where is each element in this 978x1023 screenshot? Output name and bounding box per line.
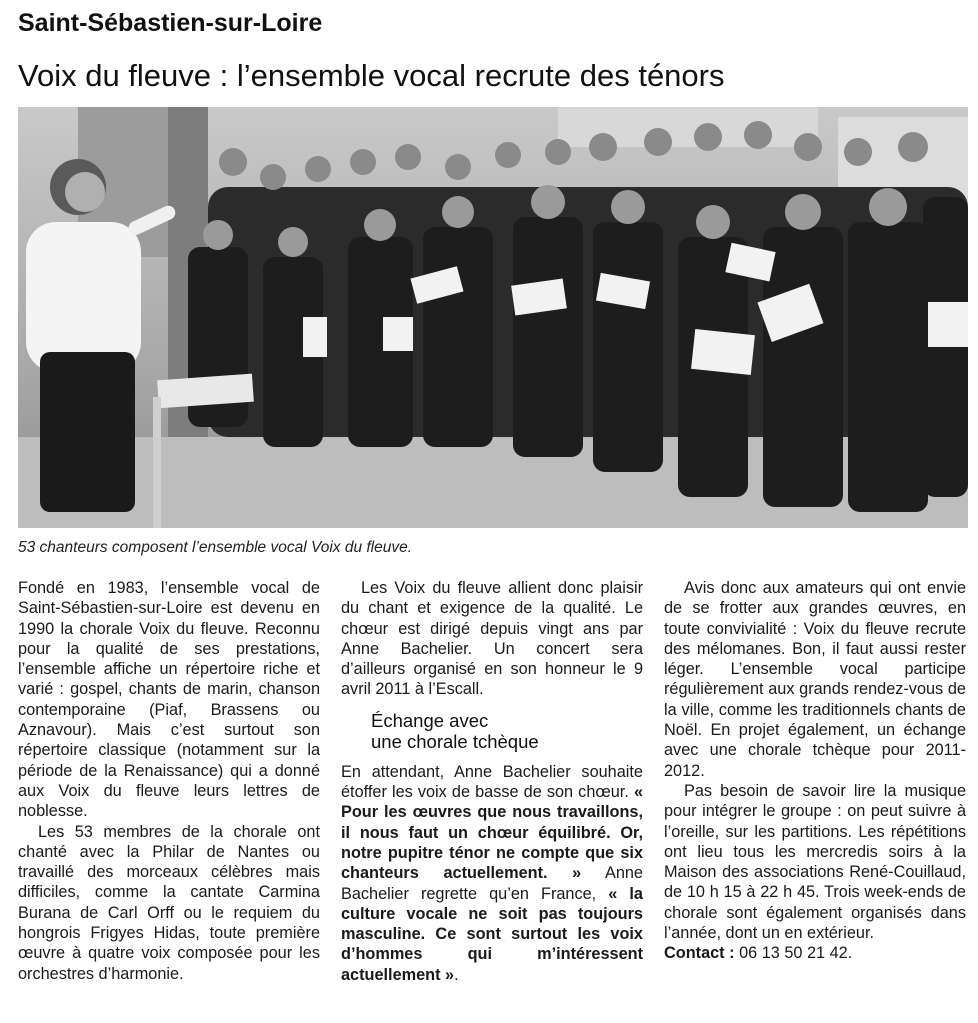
text-run: Anne Bachelier regrette qu’en France, <box>341 864 643 903</box>
quote-bold: « Pour les œuvres que nous travaillons, il nous faut un chœur équilibré. Or, notre pupitre ténor ne compte que six chanteurs actuellement. » <box>341 783 643 883</box>
headline: Voix du fleuve : l’ensemble vocal recrute des ténors <box>18 58 725 93</box>
text-run: . <box>454 965 459 984</box>
contact-phone: 06 13 50 21 42. <box>734 944 853 963</box>
article-column-3 <box>664 578 966 964</box>
quote-bold: « la culture vocale ne soit pas toujours masculine. Ce sont surtout les voix d’hommes qui m’intéressent actuellement » <box>341 884 643 984</box>
subheading-line: Échange avec <box>371 709 489 731</box>
contact-line <box>664 943 966 963</box>
paragraph: Pas besoin de savoir lire la musique pour intégrer le groupe : on peut suivre à l’oreille, sur les partitions. Les répétitions ont lieu tous les mercredis soirs à la Maison des associations René-Couillaud, de 10 h 15 à 22 h 45. Trois week-ends de chorale sont également organisés dans l’année, dont un en extérieur. <box>664 781 966 943</box>
article-column-2 <box>341 578 643 985</box>
article-column-1 <box>18 578 320 984</box>
paragraph <box>341 762 643 985</box>
section-kicker: Saint-Sébastien-sur-Loire <box>18 9 323 37</box>
choir-photo <box>18 107 968 528</box>
photo-caption: 53 chanteurs composent l’ensemble vocal Voix du fleuve. <box>18 539 413 556</box>
paragraph: Les Voix du fleuve allient donc plaisir du chant et exigence de la qualité. Le chœur est dirigé depuis vingt ans par Anne Bachelier. Un concert sera d’ailleurs organisé en son honneur le 9 avril 2011 à l’Escall. <box>341 579 643 699</box>
text-run: En attendant, Anne Bachelier souhaite étoffer les voix de basse de son chœur. <box>341 762 643 802</box>
paragraph: Les 53 membres de la chorale ont chanté avec la Philar de Nantes ou travaillé des morceaux célèbres mais difficiles, comme la cantate Carmina Burana de Carl Orff ou le requiem du hongrois Frigyes Hidas, toute première œuvre à quatre voix composée pour les orchestres d’harmonie. <box>18 822 320 983</box>
subheading <box>371 710 643 752</box>
contact-label: Contact : <box>664 944 735 963</box>
paragraph: Avis donc aux amateurs qui ont envie de se frotter aux grandes œuvres, en toute convivialité : Voix du fleuve recrute des mélomanes. Bon, il faut aussi rester léger. L’ensemble vocal participe régulièrement aux grands rendez-vous de la ville, comme les traditionnels chants de Noël. En projet également, un échange avec une chorale tchèque pour 2011-2012. <box>664 579 966 780</box>
subheading-line: une chorale tchèque <box>371 730 539 752</box>
paragraph: Fondé en 1983, l’ensemble vocal de Saint-Sébastien-sur-Loire est devenu en 1990 la chorale Voix du fleuve. Reconnu pour la qualité de ses prestations, l’ensemble affiche un répertoire riche et varié : gospel, chants de marin, chanson contemporaine (Piaf, Brassens ou Aznavour). Mais c’est surtout son répertoire classique (notamment sur la période de la Renaissance) qui a donné aux Voix du fleuve leurs lettres de noblesse. <box>18 579 320 821</box>
